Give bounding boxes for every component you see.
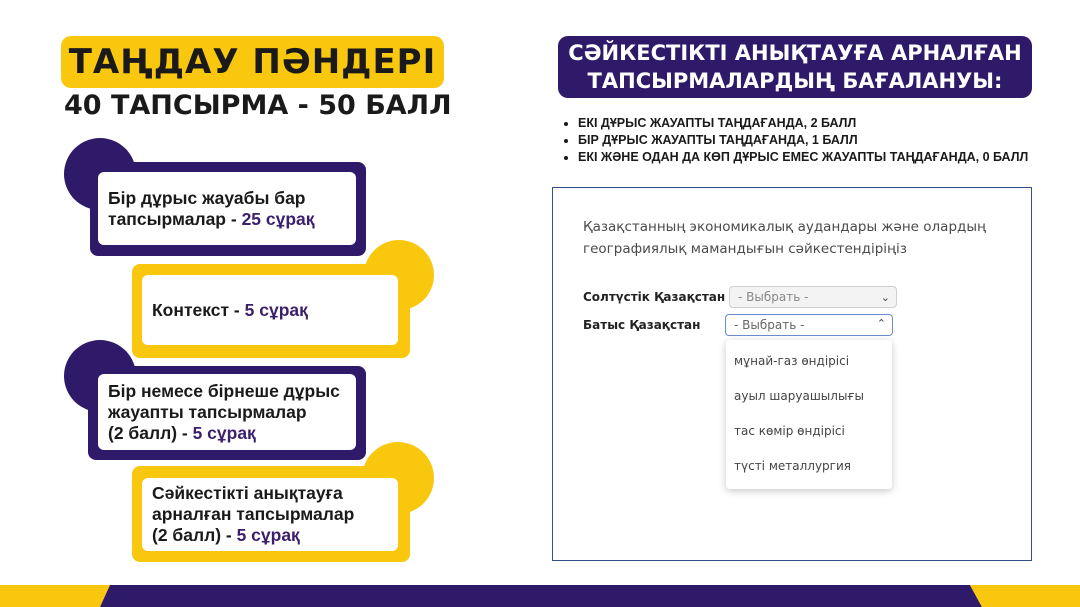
footer-band (0, 585, 1080, 607)
scoring-rule: • ЕКІ ДҰРЫС ЖАУАПТЫ ТАҢДАҒАНДА, 2 БАЛЛ (578, 115, 1058, 132)
page-subtitle: 40 ТАПСЫРМА - 50 БАЛЛ (64, 90, 452, 121)
quiz-question: Қазақстанның экономикалық аудандары және олардың географиялық мамандығын сәйкестендіріңіз (583, 219, 986, 257)
select-north-value: - Выбрать - (738, 290, 809, 304)
scoring-title-line-1: СӘЙКЕСТІКТІ АНЫҚТАУҒА АРНАЛҒАН (568, 41, 1022, 65)
card-1 (98, 172, 356, 245)
dropdown-menu (726, 340, 892, 489)
card-4-count: 5 сұрақ (236, 525, 300, 545)
scoring-rule: • ЕКІ ЖӘНЕ ОДАН ДА КӨП ДҰРЫС ЕМЕС ЖАУАПТЫ ТАҢДАҒАНДА, 0 БАЛЛ (578, 149, 1058, 166)
scoring-title-line-2: ТАПСЫРМАЛАРДЫҢ БАҒАЛАНУЫ: (587, 69, 1003, 93)
card-2 (142, 275, 398, 345)
page-title: ТАҢДАУ ПӘНДЕРІ (68, 42, 437, 82)
card-4-line-2: арналған тапсырмалар (152, 504, 355, 524)
card-3 (98, 374, 356, 450)
chevron-down-icon: ⌄ (880, 291, 890, 304)
card-2-count: 5 сұрақ (244, 299, 308, 320)
select-west[interactable] (725, 314, 893, 336)
card-4 (142, 478, 398, 551)
scoring-title (558, 36, 1032, 98)
card-3-line-2: жауапты тапсырмалар (108, 401, 307, 422)
footer-yellow-left (0, 585, 110, 607)
chevron-up-icon: ⌃ (876, 317, 886, 330)
footer-purple (100, 585, 982, 607)
row-label-west: Батыс Қазақстан (583, 318, 701, 332)
title-badge (61, 36, 444, 88)
scoring-rule: • БІР ДҰРЫС ЖАУАПТЫ ТАҢДАҒАНДА, 1 БАЛЛ (578, 132, 1058, 149)
select-north[interactable] (729, 286, 897, 308)
scoring-rules (566, 115, 1058, 166)
card-1-count: 25 сұрақ (241, 208, 315, 229)
card-4-line-3: (2 балл) - (152, 525, 237, 545)
card-1-line-1: Бір дұрыс жауабы бар (108, 187, 306, 208)
dropdown-option[interactable]: мұнай-газ өндірісі (734, 354, 850, 368)
card-1-line-2: тапсырмалар - (108, 208, 242, 229)
card-3-line-1: Бір немесе бірнеше дұрыс (108, 380, 340, 401)
dropdown-option[interactable]: тас көмір өндірісі (734, 424, 845, 438)
card-3-count: 5 сұрақ (192, 422, 256, 443)
card-4-line-1: Сәйкестікті анықтауға (152, 483, 343, 503)
card-2-line-1: Контекст - (152, 299, 245, 320)
card-3-line-3: (2 балл) - (108, 422, 193, 443)
dropdown-option[interactable]: түсті металлургия (734, 459, 851, 473)
row-label-north: Солтүстік Қазақстан (583, 290, 726, 304)
footer-yellow-right (970, 585, 1080, 607)
select-west-value: - Выбрать - (734, 318, 805, 332)
quiz-panel (552, 187, 1032, 561)
dropdown-option[interactable]: ауыл шаруашылығы (734, 389, 864, 403)
